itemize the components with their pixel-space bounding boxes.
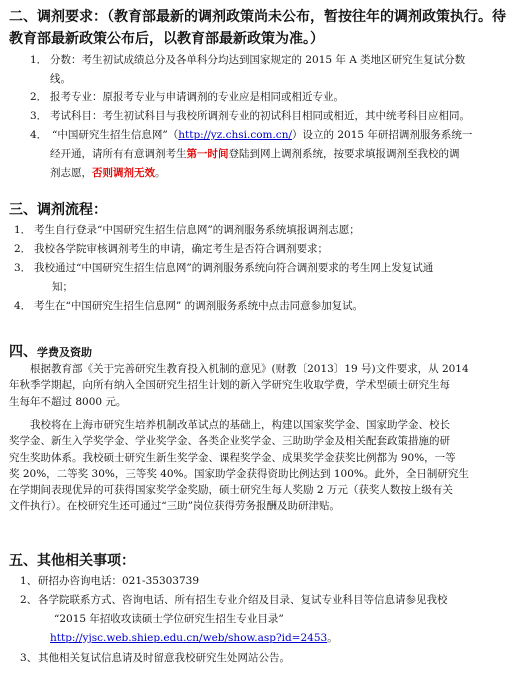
paragraph-line: 根据教育部《关于完善研究生教育投入机制的意见》(财教〔2013〕19 号)文件要求，从 2014 [9,363,469,375]
catalog-link[interactable]: http://yjsc.web.shiep.edu.cn/web/show.asp?id=2453 [50,632,328,644]
item-number: 2． [30,91,48,103]
item-text-line3-pre: 剂志愿， [50,167,92,179]
item-text: 考生自行登录“中国研究生招生信息网”的调剂服务系统填报调剂志愿； [34,224,360,236]
item-text: 我校各学院审核调剂考生的申请，确定考生是否符合调剂要求； [34,243,328,255]
tuition-paragraph [9,361,520,410]
paragraph-line: 我校将在上海市研究生培养机制改革试点的基础上，构建以国家奖学金、国家助学金、校长 [9,419,450,431]
first-time-highlight: 第一时间 [186,148,229,160]
item-text: 考生在“中国研究生招生信息网” 的调剂服务系统中点击同意参加复试。 [34,300,364,312]
item-text-pre: “中国研究生招生信息网”（ [52,129,179,141]
item-number: 1． [30,54,48,66]
item-text-post: ）设立的 2015 年研招调剂服务系统一 [292,129,473,141]
chsi-link[interactable]: http://yz.chsi.com.cn/ [178,129,292,141]
item-number: 3、 [20,652,38,664]
item-number: 1、 [20,575,38,587]
item-number: 3． [14,262,32,274]
item-text-line3-post: 。 [155,167,166,179]
paragraph-line: 在学期间表现优异的可获得国家奖学金奖励，硕士研究生每人奖励 2 万元（获奖人数按上级有关 [9,484,453,497]
paragraph-line: 文件执行）。在校研究生还可通过“三助”岗位获得劳务报酬及助研津贴。 [9,500,340,513]
item-text: 我校通过“中国研究生招生信息网”的调剂服务系统向符合调剂要求的考生网上发复试通 [34,262,434,274]
item-number: 3． [30,110,48,122]
item-link-line [50,630,338,646]
item-text-cont: 知； [52,281,73,293]
item-number: 4． [14,300,32,312]
scholarship-paragraph [9,417,520,515]
paragraph-line: 生每年不超过 8000 元。 [9,395,127,408]
link-suffix: 。 [327,632,338,644]
invalid-warning: 否则调剂无效 [92,167,155,179]
item-number: 2． [14,243,32,255]
paragraph-line: 究生奖助体系。我校硕士研究生新生奖学金、课程奖学金、成果奖学金获奖比例都为 90%，一等 [9,451,456,464]
item-number: 4． [30,129,48,141]
paragraph-line: 奖学金、新生入学奖学金、学业奖学金、各类企业奖学金、三助助学金及相关配套政策措施的研 [9,435,450,448]
section-4-number: 四、 [9,344,37,360]
item-text: 其他相关复试信息请及时留意我校研究生处网站公告。 [38,652,290,664]
paragraph-line: 奖 20%，二等奖 30%，三等奖 40%。国家助学金获得资助比例达到 100%。此外，全日制研究生 [9,467,469,480]
item-text-line2-post: 登陆到网上调剂系统，按要求填报调剂至我校的调 [228,148,460,160]
item-text: 报考专业：原报考专业与申请调剂的专业应是相同或相近专业。 [50,91,344,103]
item-text: 各学院联系方式、咨询电话、所有招生专业介绍及目录、复试专业科目等信息请参见我校 [38,594,448,606]
item-text: 研招办咨询电话：021-35303739 [38,575,200,587]
item-text [52,127,472,143]
item-text-line2-pre: 经开通，请所有有意调剂考生 [50,148,187,160]
item-number: 2、 [20,594,38,606]
section-4-label: 学费及资助 [37,346,92,359]
item-text-line2 [50,146,460,162]
section-2-title-line2: 教育部最新政策公布后，以教育部最新政策为准。） [9,31,324,47]
item-text-cont: 线。 [50,73,71,85]
section-2-title: 二、调剂要求：（教育部最新的调剂政策尚未公布，暂按往年的调剂政策执行。待 [9,9,506,25]
section-5-title: 五、其他相关事项： [9,553,135,569]
paragraph-line: 年秋季学期起，向所有纳入全国研究生招生计划的新入学研究生收取学费，学术型硕士研究生每 [9,379,450,392]
item-text-line3 [50,165,166,181]
item-text: 分数：考生初试成绩总分及各单科分均达到国家规定的 2015 年 A 类地区研究生复试分数 [50,54,466,66]
item-text-cont: “2015 年招收攻读硕士学位研究生招生专业目录” [54,613,284,625]
item-number: 1． [14,224,32,236]
section-3-title: 三、调剂流程： [9,202,107,218]
item-text: 考试科目：考生初试科目与我校所调剂专业的初试科目相同或相近，其中统考科目应相同。 [50,110,470,122]
